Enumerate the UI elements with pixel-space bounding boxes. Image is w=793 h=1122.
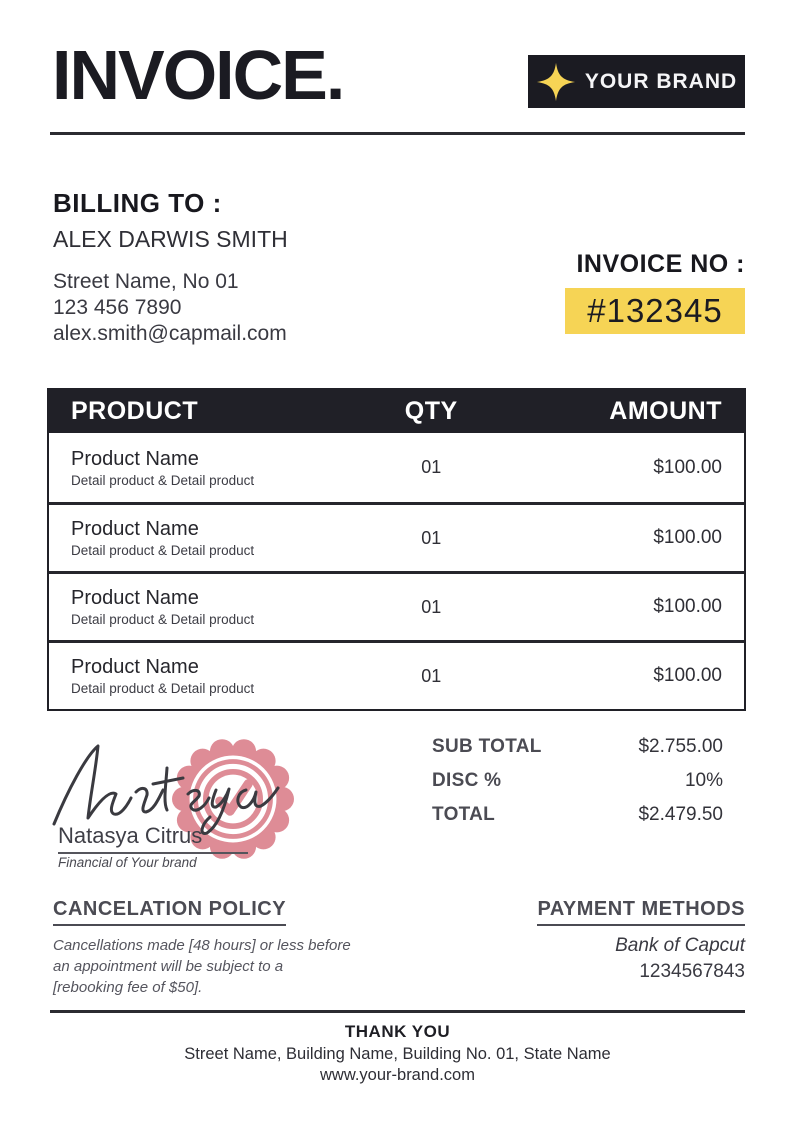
sparkle-icon — [536, 62, 576, 102]
brand-name: YOUR BRAND — [584, 69, 738, 93]
table-row — [49, 433, 744, 502]
totals-section — [432, 736, 723, 838]
invoice-number-section — [565, 250, 745, 334]
discount-row — [432, 770, 723, 792]
product-amount: $100.00 — [653, 527, 722, 548]
product-detail: Detail product & Detail product — [71, 612, 255, 627]
product-qty: 01 — [421, 527, 442, 548]
product-name: Product Name — [71, 447, 199, 470]
discount-label: DISC % — [432, 770, 502, 791]
payment-methods-heading: PAYMENT METHODS — [537, 898, 745, 926]
product-detail: Detail product & Detail product — [71, 543, 255, 558]
signatory-name: Natasya Citrus — [58, 823, 248, 854]
table-row — [49, 571, 744, 640]
signatory-title: Financial of Your brand — [58, 855, 197, 870]
billing-label: BILLING TO : — [53, 188, 222, 218]
policy-line: an appointment will be subject to a — [53, 958, 284, 975]
subtotal-label: SUB TOTAL — [432, 736, 542, 757]
product-qty: 01 — [421, 665, 442, 686]
table-row — [49, 502, 744, 571]
product-name: Product Name — [71, 656, 199, 678]
policy-line: [rebooking fee of $50]. — [53, 979, 203, 996]
items-table — [47, 388, 746, 711]
payment-account-number: 1234567843 — [639, 961, 745, 982]
column-header-amount: AMOUNT — [609, 397, 722, 425]
discount-value: 10% — [684, 770, 723, 791]
total-label: TOTAL — [432, 804, 496, 825]
product-qty: 01 — [421, 457, 442, 477]
product-name: Product Name — [71, 518, 199, 540]
billing-section — [53, 188, 288, 347]
invoice-number-value: #132345 — [565, 288, 745, 334]
column-header-product: PRODUCT — [71, 397, 199, 425]
brand-badge — [528, 55, 745, 108]
invoice-number-label: INVOICE NO : — [576, 250, 745, 278]
cancelation-policy-section — [53, 898, 383, 998]
product-amount: $100.00 — [653, 665, 722, 686]
page-title: INVOICE. — [52, 36, 344, 114]
column-header-qty: QTY — [404, 397, 458, 425]
billing-name: ALEX DARWIS SMITH — [53, 226, 288, 252]
product-detail: Detail product & Detail product — [71, 472, 255, 488]
footer-address: Street Name, Building Name, Building No. 01, State Name — [184, 1045, 611, 1063]
table-header-row — [49, 390, 744, 433]
thank-you-text: THANK YOU — [344, 1022, 451, 1041]
subtotal-value: $2.755.00 — [638, 736, 723, 757]
total-value: $2.479.50 — [638, 804, 723, 825]
subtotal-row — [432, 736, 723, 758]
signature-section — [50, 738, 370, 883]
billing-phone: 123 456 7890 — [53, 296, 182, 319]
footer — [50, 1010, 745, 1085]
cancelation-policy-heading: CANCELATION POLICY — [53, 898, 286, 926]
product-qty: 01 — [421, 596, 442, 617]
product-name: Product Name — [71, 587, 199, 609]
billing-address: Street Name, No 01 — [53, 270, 239, 293]
header-divider — [50, 132, 745, 135]
product-amount: $100.00 — [653, 456, 722, 478]
payment-methods-section — [537, 898, 745, 983]
total-row — [432, 804, 723, 826]
payment-bank-name: Bank of Capcut — [615, 935, 745, 956]
product-detail: Detail product & Detail product — [71, 681, 255, 696]
footer-website: www.your-brand.com — [320, 1066, 475, 1084]
policy-line: Cancellations made [48 hours] or less before — [53, 937, 351, 954]
table-row — [49, 640, 744, 709]
product-amount: $100.00 — [653, 596, 722, 617]
billing-email: alex.smith@capmail.com — [53, 322, 287, 345]
